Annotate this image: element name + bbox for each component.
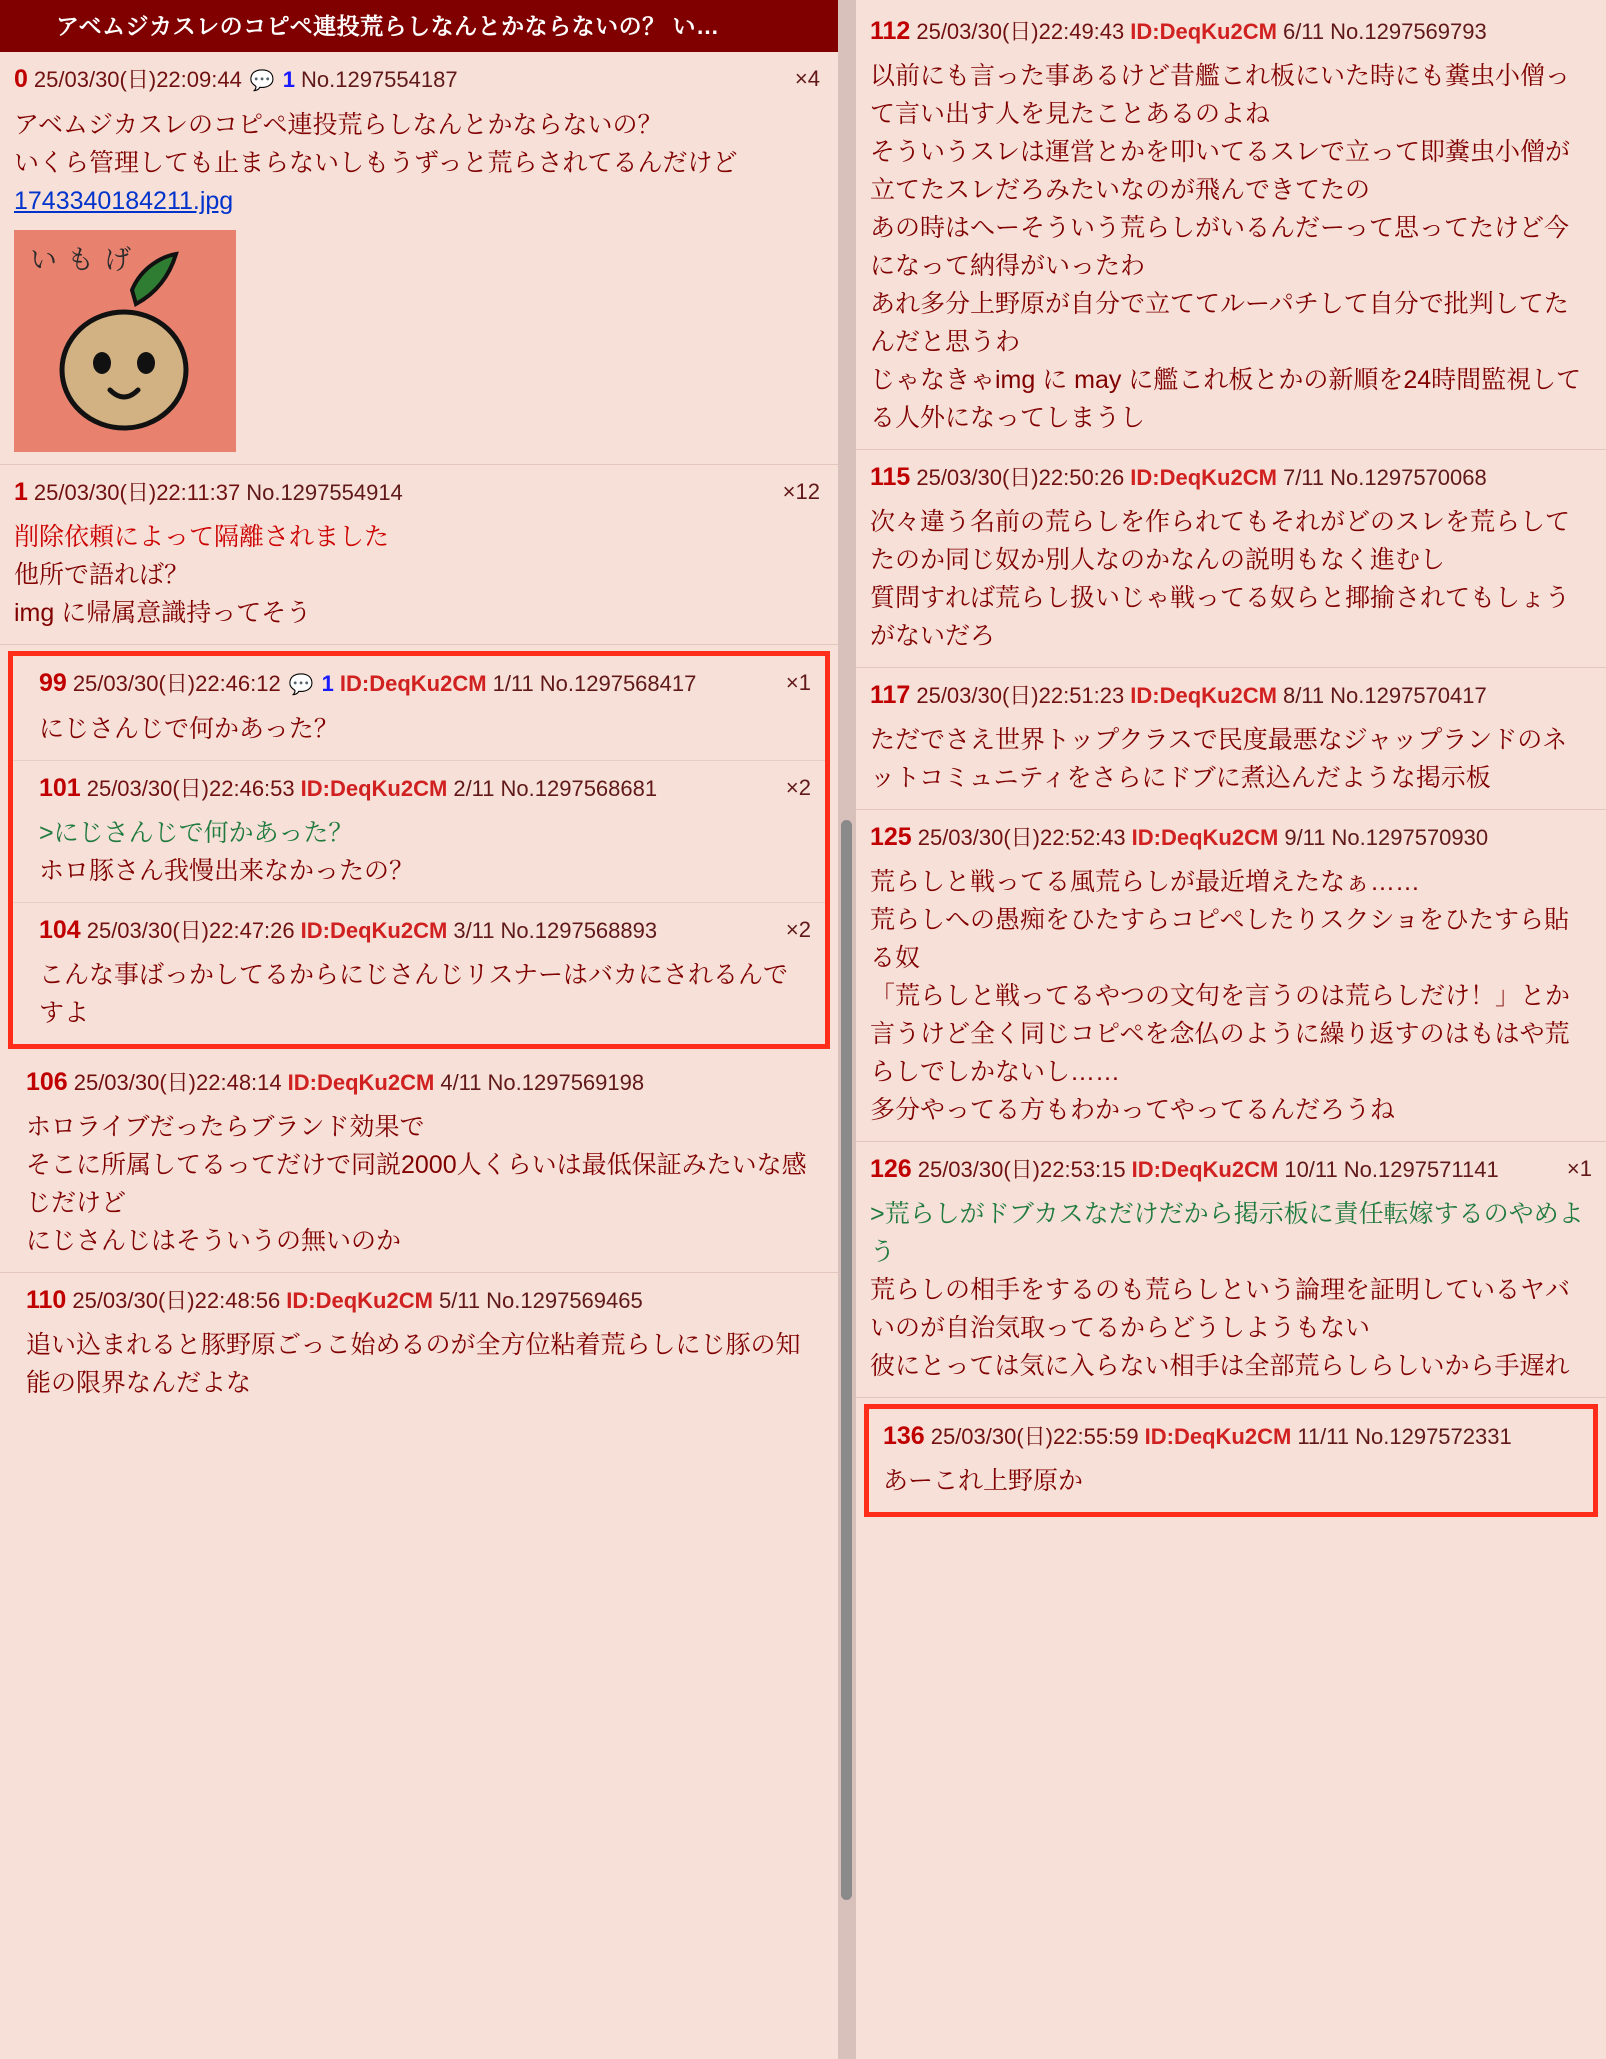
post-line: ホロ豚さん我慢出来なかったの？	[39, 857, 415, 885]
post-meta	[870, 14, 1592, 49]
post-number[interactable]: 126	[870, 1155, 912, 1183]
poster-id[interactable]: ID:DeqKu2CM	[1130, 465, 1277, 490]
post-line: 荒らしへの愚痴をひたすらコピペしたりスクショをひたすら貼る奴	[870, 906, 1570, 972]
post-line: 次々違う名前の荒らしを作られてもそれがどのスレを荒らしてたのか同じ奴か別人なのかなんの説明もなく進むし	[870, 508, 1571, 574]
id-post-seq: 8/11	[1282, 683, 1325, 708]
quoted-line: >にじさんじで何かあった？	[39, 819, 354, 847]
reply-count[interactable]: 1	[282, 67, 295, 92]
id-post-seq: 11/11	[1297, 1424, 1350, 1449]
post-meta	[26, 1065, 824, 1100]
delete-count: ×1	[1566, 1156, 1592, 1181]
post-110[interactable]	[0, 1273, 838, 1414]
id-post-seq: 2/11	[453, 776, 495, 801]
post-id-no: No.1297570068	[1330, 465, 1487, 490]
post-136[interactable]	[869, 1409, 1593, 1512]
post-line: にじさんじで何かあった？	[39, 715, 339, 743]
poster-id[interactable]: ID:DeqKu2CM	[286, 1288, 433, 1313]
post-line: じゃなきゃimg に may に艦これ板とかの新順を24時間監視してる人外になってしまうし	[870, 366, 1582, 432]
post-number[interactable]: 101	[39, 774, 81, 802]
post-line: そういうスレは運営とかを叩いてるスレで立って即糞虫小僧が立てたスレだろみたいなのが飛んできてたの	[870, 138, 1571, 204]
post-body	[870, 57, 1592, 437]
id-post-seq: 1/11	[492, 671, 534, 696]
post-number[interactable]: 117	[870, 681, 911, 709]
post-date: 25/03/30(日)22:47:26	[86, 918, 295, 943]
post-line: そこに所属してるってだけで同説2000人くらいは最低保証みたいな感じだけど	[26, 1151, 807, 1217]
post-meta	[870, 1152, 1592, 1187]
post-id-no: No.1297571141	[1343, 1157, 1499, 1182]
id-post-seq: 7/11	[1282, 465, 1325, 490]
post-line: 質問すれば荒らし扱いじゃ戦ってる奴らと揶揄されてもしょうがないだろ	[870, 584, 1571, 650]
post-meta	[870, 820, 1592, 855]
post-meta	[14, 62, 824, 98]
id-post-seq: 4/11	[440, 1070, 482, 1095]
post-number[interactable]: 136	[883, 1422, 925, 1450]
id-post-seq: 3/11	[453, 918, 495, 943]
post-106[interactable]	[0, 1055, 838, 1273]
post-date: 25/03/30(日)22:52:43	[917, 825, 1126, 850]
post-body	[14, 106, 824, 220]
post-number[interactable]: 115	[870, 463, 911, 491]
poster-id[interactable]: ID:DeqKu2CM	[1130, 19, 1277, 44]
post-line: あれ多分上野原が自分で立ててルーパチして自分で批判してたんだと思うわ	[870, 290, 1569, 356]
post-date: 25/03/30(日)22:53:15	[917, 1157, 1126, 1182]
delete-count: ×2	[785, 775, 811, 800]
poster-id[interactable]: ID:DeqKu2CM	[1131, 1157, 1279, 1182]
delete-count: ×1	[785, 670, 811, 695]
id-post-seq: 5/11	[438, 1288, 481, 1313]
post-date: 25/03/30(日)22:50:26	[916, 465, 1125, 490]
post-line: 「荒らしと戦ってるやつの文句を言うのは荒らしだけ！」とか言うけど全く同じコピペを念仏のように繰り返すのはもはや荒らしでしかないし……	[870, 982, 1571, 1086]
id-post-seq: 10/11	[1284, 1157, 1338, 1182]
poster-id[interactable]: ID:DeqKu2CM	[339, 671, 487, 696]
post-number[interactable]: 1	[14, 478, 28, 506]
post-id-no: No.1297568893	[500, 918, 658, 943]
post-117[interactable]	[856, 668, 1606, 810]
post-line: こんな事ばっかしてるからにじさんじリスナーはバカにされるんですよ	[39, 961, 789, 1027]
post-line: にじさんじはそういうの無いのか	[26, 1227, 402, 1255]
speech-bubble-icon: 💬	[288, 674, 314, 696]
post-line: いくら管理しても止まらないしもうずっと荒らされてるんだけど	[14, 149, 738, 177]
reply-count[interactable]: 1	[321, 671, 334, 696]
post-115[interactable]	[856, 450, 1606, 668]
post-number[interactable]: 104	[39, 916, 81, 944]
post-meta	[870, 678, 1592, 713]
post-number[interactable]: 125	[870, 823, 912, 851]
post-id-no: No.1297570930	[1331, 825, 1489, 850]
post-thumbnail[interactable]	[14, 230, 236, 452]
post-meta	[39, 771, 811, 806]
post-id-no: No.1297568417	[539, 671, 697, 696]
post-meta	[26, 1283, 824, 1318]
post-id-no: No.1297554187	[301, 67, 458, 92]
post-meta	[39, 913, 811, 948]
thread-title: アベムジカスレのコピペ連投荒らしなんとかならないの？ い…	[0, 0, 838, 52]
post-id-no: No.1297569198	[487, 1070, 645, 1095]
post-line: 荒らしの相手をするのも荒らしという論理を証明しているヤバいのが自治気取ってるからどうしようもない	[870, 1276, 1571, 1342]
post-body	[870, 1195, 1592, 1385]
post-body	[870, 721, 1592, 797]
post-104[interactable]	[13, 903, 825, 1044]
post-meta	[14, 475, 824, 510]
post-number[interactable]: 99	[39, 669, 67, 697]
post-line: 多分やってる方もわかってやってるんだろうね	[870, 1096, 1396, 1124]
vertical-scrollbar[interactable]	[838, 0, 856, 2059]
post-body	[26, 1326, 824, 1402]
post-date: 25/03/30(日)22:09:44	[33, 67, 242, 92]
post-0[interactable]	[0, 52, 838, 465]
post-number[interactable]: 110	[26, 1286, 67, 1314]
post-line: ただでさえ世界トップクラスで民度最悪なジャップランドのネットコミュニティをさらにドブに煮込んだような掲示板	[870, 726, 1568, 792]
deletion-notice: 削除依頼によって隔離されました	[14, 523, 390, 551]
post-id-no: No.1297572331	[1355, 1424, 1512, 1449]
imoge-character-icon	[14, 230, 236, 452]
poster-id[interactable]: ID:DeqKu2CM	[1144, 1424, 1292, 1449]
id-post-seq: 9/11	[1284, 825, 1326, 850]
post-id-no: No.1297568681	[500, 776, 658, 801]
highlight-box-right	[864, 1404, 1598, 1517]
post-date: 25/03/30(日)22:55:59	[930, 1424, 1139, 1449]
post-number[interactable]: 0	[14, 65, 28, 93]
post-line: ホロライブだったらブランド効果で	[26, 1113, 425, 1141]
post-line: 追い込まれると豚野原ごっこ始めるのが全方位粘着荒らしにじ豚の知能の限界なんだよな	[26, 1331, 801, 1397]
delete-count: ×4	[794, 66, 820, 91]
post-date: 25/03/30(日)22:49:43	[916, 19, 1125, 44]
post-body	[870, 503, 1592, 655]
post-id-no: No.1297569793	[1330, 19, 1487, 44]
post-line: 彼にとっては気に入らない相手は全部荒らしらしいから手遅れ	[870, 1352, 1570, 1380]
post-body	[14, 518, 824, 632]
post-line: あーこれ上野原か	[883, 1467, 1084, 1495]
poster-id[interactable]: ID:DeqKu2CM	[287, 1070, 435, 1095]
quoted-line: >荒らしがドブカスなだけだから掲示板に責任転嫁するのやめよう	[870, 1200, 1584, 1266]
delete-count: ×12	[782, 479, 820, 504]
post-line: 荒らしと戦ってる風荒らしが最近増えたなぁ……	[870, 868, 1421, 896]
scrollbar-thumb[interactable]	[841, 820, 852, 1900]
poster-id[interactable]: ID:DeqKu2CM	[1130, 683, 1277, 708]
post-date: 25/03/30(日)22:46:12	[72, 671, 281, 696]
post-id-no: No.1297554914	[246, 480, 403, 505]
post-number[interactable]: 112	[870, 17, 911, 45]
post-line: あの時はへーそういう荒らしがいるんだーって思ってたけど今になって納得がいったわ	[870, 214, 1570, 280]
attachment-link[interactable]: 1743340184211.jpg	[14, 187, 234, 215]
post-body	[39, 956, 811, 1032]
post-body	[39, 814, 811, 890]
post-meta	[870, 460, 1592, 495]
post-126[interactable]	[856, 1142, 1606, 1398]
post-line: 以前にも言った事あるけど昔艦これ板にいた時にも糞虫小僧って言い出す人を見たことあるのよね	[870, 62, 1571, 128]
post-line: 他所で語れば？	[14, 561, 190, 589]
post-body	[39, 710, 811, 748]
post-date: 25/03/30(日)22:46:53	[86, 776, 295, 801]
post-body	[26, 1108, 824, 1260]
post-1[interactable]	[0, 465, 838, 645]
post-body	[883, 1462, 1579, 1500]
post-id-no: No.1297569465	[486, 1288, 643, 1313]
post-body	[870, 863, 1592, 1129]
poster-id[interactable]: ID:DeqKu2CM	[1131, 825, 1279, 850]
post-date: 25/03/30(日)22:48:56	[72, 1288, 281, 1313]
post-99[interactable]	[13, 656, 825, 761]
thumbnail-caption: いもげ	[30, 245, 141, 276]
highlight-box-left	[8, 651, 830, 1049]
post-number[interactable]: 106	[26, 1068, 68, 1096]
poster-id[interactable]: ID:DeqKu2CM	[300, 776, 448, 801]
right-column	[856, 0, 1606, 2059]
post-meta	[883, 1419, 1579, 1454]
post-125[interactable]	[856, 810, 1606, 1142]
post-line: アベムジカスレのコピペ連投荒らしなんとかならないの？	[14, 111, 663, 139]
poster-id[interactable]: ID:DeqKu2CM	[300, 918, 448, 943]
delete-count: ×2	[785, 917, 811, 942]
post-112[interactable]	[856, 4, 1606, 450]
post-line: img に帰属意識持ってそう	[14, 599, 312, 627]
id-post-seq: 6/11	[1282, 19, 1325, 44]
speech-bubble-icon: 💬	[249, 70, 275, 92]
post-date: 25/03/30(日)22:11:37	[33, 480, 241, 505]
post-id-no: No.1297570417	[1330, 683, 1487, 708]
post-date: 25/03/30(日)22:51:23	[916, 683, 1125, 708]
post-meta	[39, 666, 811, 702]
post-date: 25/03/30(日)22:48:14	[73, 1070, 282, 1095]
post-101[interactable]	[13, 761, 825, 903]
